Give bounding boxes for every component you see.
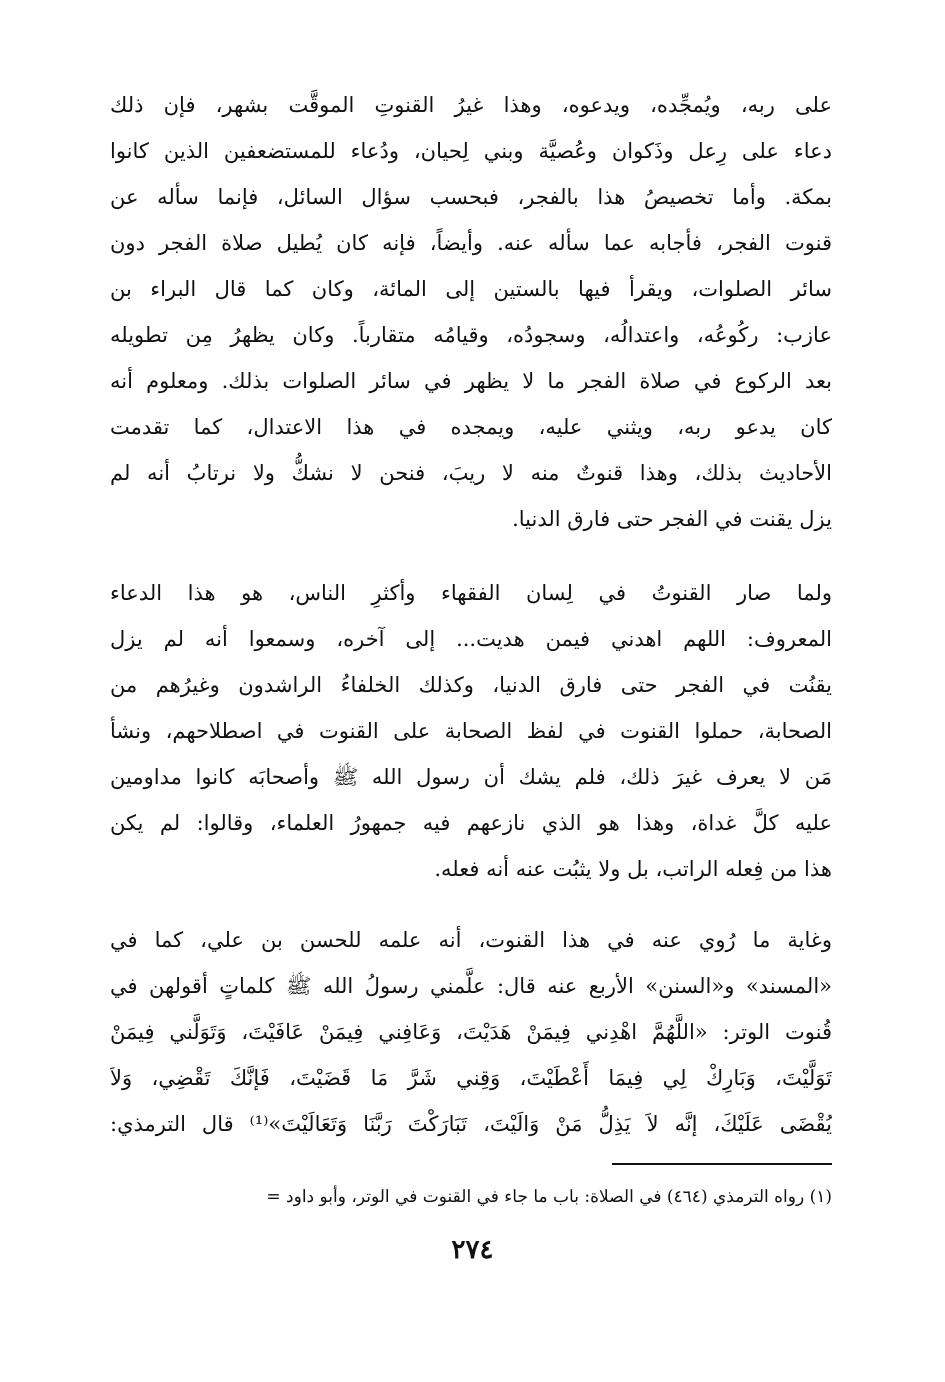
footnote: (١) رواه الترمذي (٤٦٤) في الصلاة: باب ما جاء في القنوت في الوتر، وأبو داود = [266, 1187, 832, 1207]
text-line: عازب: ركُوعُه، واعتدالُه، وسجودُه، وقيامُه متقارباً. وكان يظهرُ مِن تطويله [110, 323, 832, 347]
text-line: «المسند» و«السنن» الأربع عنه قال: علَّمني رسولُ الله ﷺ كلماتٍ أقولهن في [110, 974, 832, 998]
text-line: ولما صار القنوتُ في لِسان الفقهاء وأكثرِ الناس، هو هذا الدعاء [110, 581, 832, 605]
text-line: عليه كلَّ غداة، وهذا هو الذي نازعهم فيه جمهورُ العلماء، وقالوا: لم يكن [110, 811, 832, 835]
text-line: الصحابة، حملوا القنوت في لفظ الصحابة على القنوت في اصطلاحهم، ونشأ [110, 719, 832, 743]
text-line: يقنُت في الفجر حتى فارق الدنيا، وكذلك الخلفاءُ الراشدون وغيرُهم من [110, 673, 832, 697]
paragraph-3 [110, 917, 832, 1147]
text-line: هذا من فِعله الراتب، بل ولا يثبُت عنه أنه فعله. [434, 857, 832, 881]
text-line: مَن لا يعرف غيرَ ذلك، فلم يشك أن رسول الله ﷺ وأصحابَه كانوا مداومين [110, 765, 832, 789]
text-line: سائر الصلوات، ويقرأ فيها بالستين إلى المائة، وكان كما قال البراء بن [110, 277, 832, 301]
text-line: يُقْضَى عَلَيْكَ، إنَّه لاَ يَذِلُّ مَنْ وَالَيْتَ، تَبَارَكْتَ رَبَّنَا وَتَعَالَيْتَ»⁽¹⁾ قال الترمذي: [110, 1112, 832, 1136]
text-line: دعاء على رِعل وذَكوان وعُصيَّة وبني لِحيان، ودُعاء للمستضعفين الذين كانوا [110, 139, 832, 163]
paragraph-2 [110, 570, 832, 892]
text-line: المعروف: اللهم اهدني فيمن هديت... إلى آخره، وسمعوا أنه لم يزل [110, 627, 832, 651]
text-line: تَوَلَّيْتَ، وَبَارِكْ لِي فِيمَا أَعْطَيْتَ، وَقِني شَرَّ مَا قَضَيْتَ، فَإنَّكَ تَقْضِي، وَلاَ [110, 1066, 832, 1090]
footnote-divider [612, 1163, 832, 1165]
text-line: الأحاديث بذلك، وهذا قنوتٌ منه لا ريبَ، فنحن لا نشكُّ ولا نرتابُ أنه لم [110, 461, 832, 485]
text-line: بعد الركوع في صلاة الفجر ما لا يظهر في سائر الصلوات بذلك. ومعلوم أنه [110, 369, 832, 393]
page-number: ٢٧٤ [451, 1235, 494, 1265]
text-line: بمكة. وأما تخصيصُ هذا بالفجر، فبحسب سؤال السائل، فإنما سأله عن [110, 185, 832, 209]
text-line: كان يدعو ربه، ويثني عليه، ويمجده في هذا الاعتدال، كما تقدمت [110, 415, 832, 439]
text-line: يزل يقنت في الفجر حتى فارق الدنيا. [512, 507, 832, 531]
text-line: قنوت الفجر، فأجابه عما سأله عنه. وأيضاً، فإنه كان يُطيل صلاة الفجر دون [110, 231, 832, 255]
text-line: على ربه، ويُمجِّده، ويدعوه، وهذا غيرُ القنوتِ الموقَّت بشهر، فإن ذلك [110, 93, 832, 117]
text-line: وغاية ما رُوي عنه في هذا القنوت، أنه علمه للحسن بن علي، كما في [110, 928, 832, 952]
paragraph-1 [110, 82, 832, 542]
text-line: قُنوت الوتر: «اللَّهُمَّ اهْدِني فِيمَنْ هَدَيْتَ، وَعَافِني فِيمَنْ عَافَيْتَ، وَتَوَلَّني فِيمَنْ [110, 1020, 832, 1044]
